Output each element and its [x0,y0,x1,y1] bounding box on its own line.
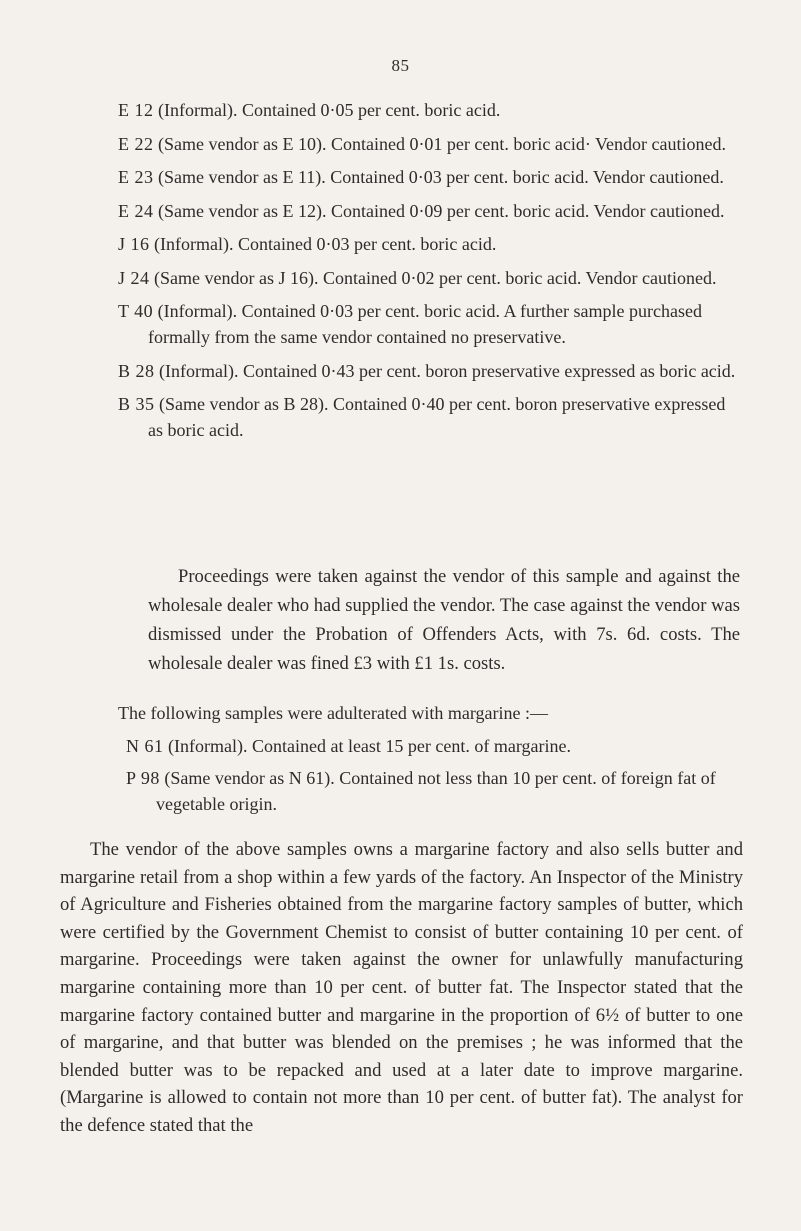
sample-entry [118,97,743,123]
sample-result: (Same vendor as E 12). Contained 0·09 per cent. boric acid. Vendor cautioned. [158,200,725,221]
vendor-paragraph: The vendor of the above samples owns a margarine factory and also sells butter and margarine retail from a shop within a few yards of the factory. An Inspector of the Ministry of Agriculture and Fisheries obtained from the margarine factory samples of butter, which were certified by the Government Chemist to consist of butter containing 10 per cent. of margarine. Proceedings were taken against the owner for unlawfully manufacturing margarine containing more than 10 per cent. of butter fat. The Inspector stated that the margarine factory contained butter and margarine in the proportion of 6½ of butter to one of margarine, and that butter was blended on the premises ; he was informed that the blended butter was to be repacked and used at a later date to improve margarine. (Margarine is allowed to contain not more than 10 per cent. of butter fat). The analyst for the defence stated that the [60,839,743,1136]
margarine-sample-list [126,733,743,823]
sample-result: (Same vendor as E 11). Contained 0·03 per cent. boric acid. Vendor cautioned. [158,167,724,187]
sample-entry [126,733,743,759]
sample-entry [126,765,743,817]
sample-entry [118,298,743,350]
sample-code: E 24 [118,200,154,221]
sample-code: E 23 [118,167,154,187]
sample-code: B 35 [118,394,155,414]
sample-result: (Same vendor as N 61). Contained not less than 10 per cent. of foreign fat of vegetable origin. [156,768,716,814]
sample-entry [118,265,743,291]
sample-result: (Same vendor as E 10). Contained 0·01 per cent. boric acid· Vendor cautioned. [158,133,726,154]
sample-result: (Same vendor as J 16). Contained 0·02 per cent. boric acid. Vendor cautioned. [154,267,717,288]
sample-code: T 40 [118,301,154,321]
sample-code: E 22 [118,133,154,154]
sample-entry [118,131,743,157]
sample-result: (Informal). Contained 0·03 per cent. boric acid. A further sample purchased formally from the same vendor contained no preservative. [148,301,702,347]
boric-acid-sample-list [118,97,743,451]
sample-entry [118,198,743,224]
sample-entry [118,358,743,384]
sample-code: E 12 [118,100,154,120]
sample-entry [118,391,743,443]
margarine-intro: The following samples were adulterated with margarine :— [118,703,549,723]
sample-code: P 98 [126,768,160,788]
sample-result: (Same vendor as B 28). Contained 0·40 per cent. boron preservative expressed as boric acid. [148,394,726,440]
sample-code: N 61 [126,736,164,756]
sample-entry [118,231,743,257]
page-number: 85 [391,56,410,75]
sample-code: J 24 [118,267,150,288]
sample-result: (Informal). Contained 0·05 per cent. boric acid. [158,100,501,120]
sample-code: B 28 [118,360,155,381]
sample-result: (Informal). Contained at least 15 per cent. of margarine. [168,736,572,756]
sample-entry [118,164,743,190]
sample-result: (Informal). Contained 0·43 per cent. boron preservative expressed as boric acid. [159,360,736,381]
sample-code: J 16 [118,234,150,254]
proceedings-paragraph: Proceedings were taken against the vendor of this sample and against the wholesale dealer who had supplied the vendor. The case against the vendor was dismissed under the Probation of Offenders Acts, with 7s. 6d. costs. The wholesale dealer was fined £3 with £1 1s. costs. [148,566,740,674]
sample-result: (Informal). Contained 0·03 per cent. boric acid. [154,234,497,254]
